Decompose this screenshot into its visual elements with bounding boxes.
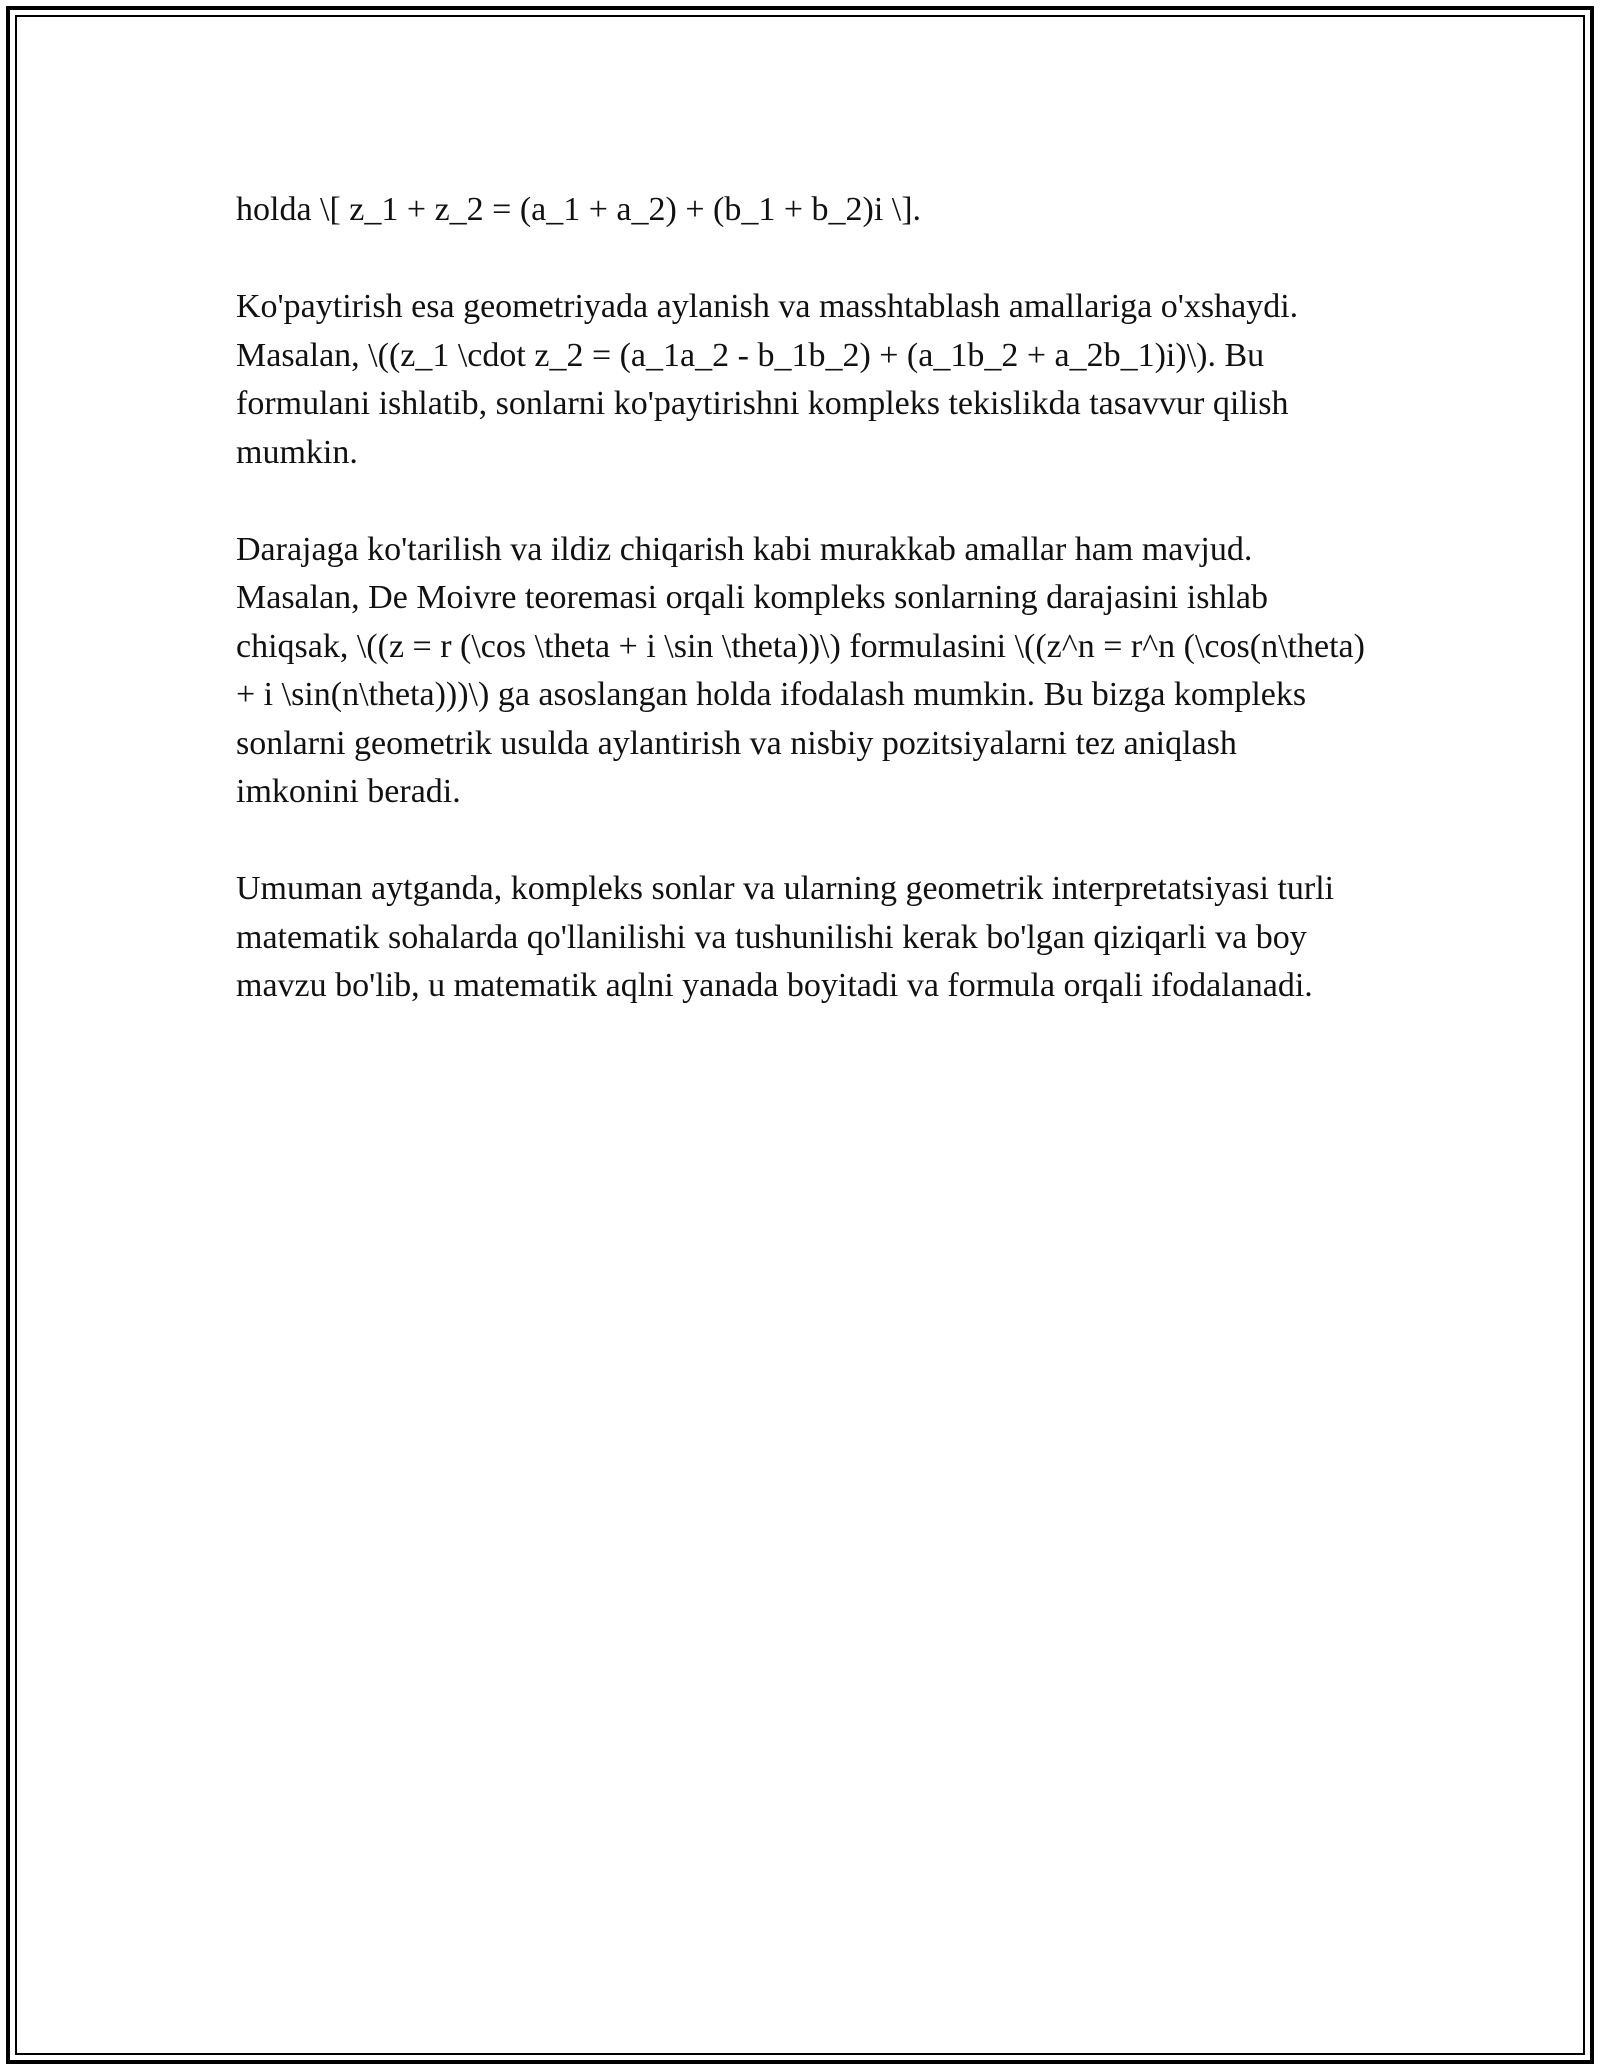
paragraph-conclusion: Umuman aytganda, kompleks sonlar va ularning geometrik interpretatsiyasi turli matematik sohalarda qo'llanilishi va tushunilishi kerak bo'lgan qiziqarli va boy mavzu bo'lib, u matematik aqlni yanada boyitadi va formula orqali ifodalanadi.: [236, 870, 1335, 1004]
document-body: [236, 186, 1366, 1059]
paragraph-addition: holda \[ z_1 + z_2 = (a_1 + a_2) + (b_1 + b_2)i \].: [236, 191, 922, 228]
paragraph-multiplication: Ko'paytirish esa geometriyada aylanish va masshtablash amallariga o'xshaydi. Masalan, \((z_1 \cdot z_2 = (a_1a_2 - b_1b_2) + (a_1b_2 + a_2b_1)i)\). Bu formulani ishlatib, sonlarni ko'paytirishni kompleks tekislikda tasavvur qilish mumkin.: [236, 288, 1299, 471]
paragraph-de-moivre: Darajaga ko'tarilish va ildiz chiqarish kabi murakkab amallar ham mavjud. Masalan, De Moivre teoremasi orqali kompleks sonlarning darajasini ishlab chiqsak, \((z = r (\cos \theta + i \sin \theta))\) formulasini \((z^n = r^n (\cos(n\theta) + i \sin(n\theta)))\) ga asoslangan holda ifodalash mumkin. Bu bizga kompleks sonlarni geometrik usulda aylantirish va nisbiy pozitsiyalarni tez aniqlash imkonini beradi.: [236, 530, 1365, 810]
